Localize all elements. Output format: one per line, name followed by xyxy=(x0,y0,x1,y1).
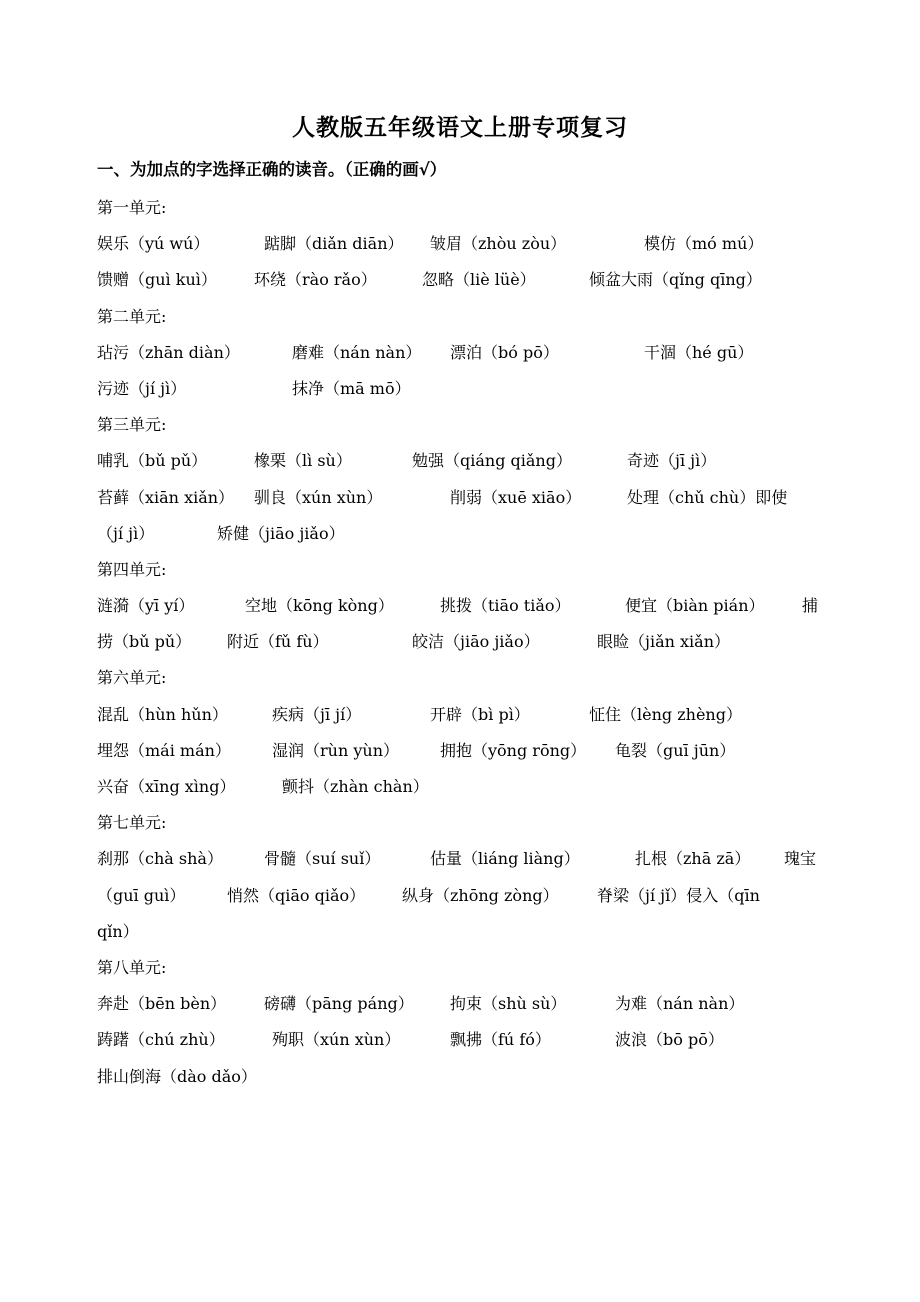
word-row xyxy=(97,443,827,479)
unit-heading: 第八单元: xyxy=(97,957,167,977)
pinyin-choice-item: 排山倒海（dào dǎo） xyxy=(97,1066,257,1086)
word-row xyxy=(97,262,827,298)
unit-heading: 第三单元: xyxy=(97,415,167,435)
word-row xyxy=(97,480,827,516)
word-row xyxy=(97,624,827,660)
pinyin-choice-item: 脊梁（jí jǐ）侵入（qīn xyxy=(597,885,760,905)
pinyin-choice-item: 湿润（rùn yùn） xyxy=(272,740,399,760)
word-row xyxy=(97,335,827,371)
document-title: 人教版五年级语文上册专项复习 xyxy=(292,115,628,141)
unit-heading: 第二单元: xyxy=(97,306,167,326)
pinyin-choice-item: 苔藓（xiān xiǎn） xyxy=(97,487,235,507)
pinyin-choice-item: 矫健（jiāo jiǎo） xyxy=(217,523,345,543)
pinyin-choice-item: 皱眉（zhòu zòu） xyxy=(430,234,567,254)
pinyin-choice-item: 疾病（jī jí） xyxy=(272,704,362,724)
pinyin-choice-item: 骨髓（suí suǐ） xyxy=(264,849,381,869)
pinyin-choice-item: 拘束（shù sù） xyxy=(450,994,567,1014)
word-row xyxy=(97,841,827,877)
word-row xyxy=(97,914,827,950)
unit-heading: 第四单元: xyxy=(97,559,167,579)
pinyin-choice-item: 玷污（zhān diàn） xyxy=(97,342,240,362)
exercise-instruction: 一、为加点的字选择正确的读音。（正确的画√） xyxy=(97,160,447,179)
pinyin-choice-item: 捕 xyxy=(802,596,819,616)
pinyin-choice-item: 龟裂（guī jūn） xyxy=(615,740,736,760)
pinyin-choice-item: 磅礴（pāng páng） xyxy=(264,994,414,1014)
pinyin-choice-item: 削弱（xuē xiāo） xyxy=(450,487,582,507)
pinyin-choice-item: qǐn） xyxy=(97,921,139,941)
word-row xyxy=(97,697,827,733)
pinyin-choice-item: 波浪（bō pō） xyxy=(615,1030,724,1050)
word-row xyxy=(97,733,827,769)
word-row xyxy=(97,516,827,552)
pinyin-choice-item: 兴奋（xīng xìng） xyxy=(97,777,236,796)
word-row xyxy=(97,986,827,1022)
pinyin-choice-item: 哺乳（bǔ pǔ） xyxy=(97,451,208,471)
pinyin-choice-item: 刹那（chà shà） xyxy=(97,849,223,869)
pinyin-choice-item: 污迹（jí jì） xyxy=(97,378,187,398)
pinyin-choice-item: 环绕（rào rǎo） xyxy=(254,270,377,290)
pinyin-choice-item: 踌躇（chú zhù） xyxy=(97,1030,225,1050)
pinyin-choice-item: 挑拨（tiāo tiǎo） xyxy=(440,596,571,616)
unit-heading: 第一单元: xyxy=(97,198,167,217)
pinyin-choice-item: 奇迹（jī jì） xyxy=(627,451,717,471)
pinyin-choice-item: 附近（fǔ fù） xyxy=(227,632,329,652)
word-row xyxy=(97,371,827,407)
pinyin-choice-item: 驯良（xún xùn） xyxy=(254,487,383,507)
word-row xyxy=(97,588,827,624)
pinyin-choice-item: 飘拂（fú fó） xyxy=(450,1030,551,1050)
pinyin-choice-item: 涟漪（yī yí） xyxy=(97,596,195,616)
pinyin-choice-item: 勉强（qiáng qiǎng） xyxy=(412,451,572,471)
pinyin-choice-item: 处理（chǔ chù）即使 xyxy=(627,487,788,507)
pinyin-choice-item: 拥抱（yōng rōng） xyxy=(440,740,587,760)
pinyin-choice-item: 混乱（hùn hǔn） xyxy=(97,704,228,724)
word-row xyxy=(97,878,827,914)
pinyin-choice-item: 磨难（nán nàn） xyxy=(292,342,422,362)
word-row xyxy=(97,1022,827,1058)
pinyin-choice-item: 模仿（mó mú） xyxy=(644,234,764,254)
pinyin-choice-item: 悄然（qiāo qiǎo） xyxy=(227,885,366,905)
pinyin-choice-item: 估量（liáng liàng） xyxy=(430,849,580,869)
unit-heading: 第七单元: xyxy=(97,813,167,833)
pinyin-choice-item: 漂泊（bó pō） xyxy=(450,342,559,362)
pinyin-choice-item: 扎根（zhā zā） xyxy=(635,849,751,869)
pinyin-choice-item: 瑰宝 xyxy=(784,849,817,869)
pinyin-choice-item: （guī guì） xyxy=(97,885,186,905)
pinyin-choice-item: 忽略（liè lüè） xyxy=(422,270,536,290)
pinyin-choice-item: 殉职（xún xùn） xyxy=(272,1030,401,1050)
pinyin-choice-item: 纵身（zhōng zòng） xyxy=(402,885,559,905)
pinyin-choice-item: 为难（nán nàn） xyxy=(615,994,745,1014)
pinyin-choice-item: 开辟（bì pì） xyxy=(430,704,530,724)
pinyin-choice-item: 踮脚（diǎn diān） xyxy=(264,234,404,254)
word-row xyxy=(97,1059,827,1095)
pinyin-choice-item: 娱乐（yú wú） xyxy=(97,234,210,254)
pinyin-choice-item: 便宜（biàn pián） xyxy=(625,596,765,616)
pinyin-choice-item: 倾盆大雨（qǐng qīng） xyxy=(589,270,762,290)
pinyin-choice-item: 抹净（mā mō） xyxy=(292,378,411,398)
unit-heading: 第六单元: xyxy=(97,668,167,688)
pinyin-choice-item: 干涸（hé gū） xyxy=(644,342,754,362)
word-row xyxy=(97,769,827,805)
pinyin-choice-item: 捞（bǔ pǔ） xyxy=(97,632,192,652)
pinyin-choice-item: 奔赴（bēn bèn） xyxy=(97,994,227,1014)
pinyin-choice-item: 眼睑（jiǎn xiǎn） xyxy=(597,632,730,652)
pinyin-choice-item: 馈赠（guì kuì） xyxy=(97,270,217,290)
pinyin-choice-item: 埋怨（mái mán） xyxy=(97,740,231,760)
exercise-content xyxy=(97,190,827,1095)
pinyin-choice-item: 橡栗（lì sù） xyxy=(254,451,352,471)
pinyin-choice-item: 怔住（lèng zhèng） xyxy=(589,704,742,724)
word-row xyxy=(97,226,827,262)
pinyin-choice-item: 皎洁（jiāo jiǎo） xyxy=(412,632,540,652)
pinyin-choice-item: 空地（kōng kòng） xyxy=(245,596,394,616)
pinyin-choice-item: （jí jì） xyxy=(97,523,155,543)
pinyin-choice-item: 颤抖（zhàn chàn） xyxy=(282,777,429,796)
